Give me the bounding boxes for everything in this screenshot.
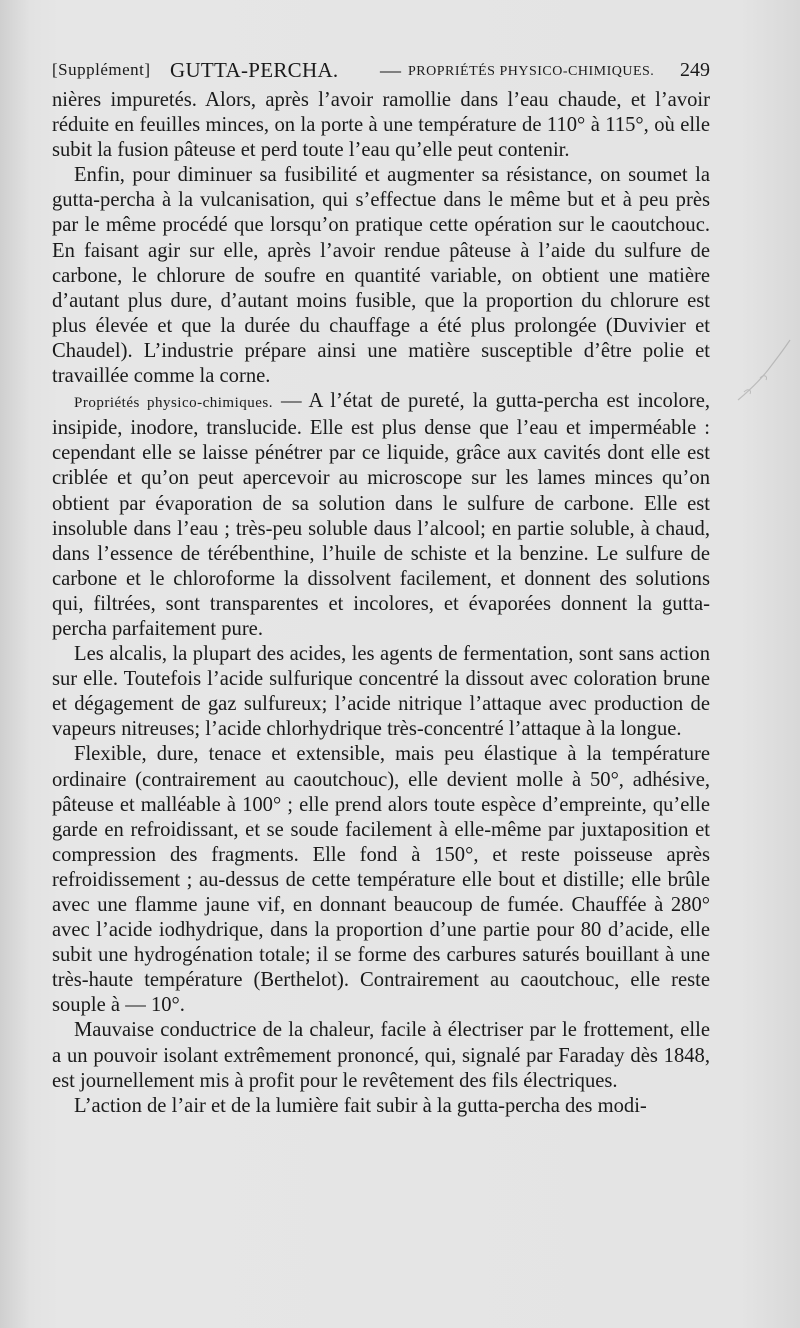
supplement-label: [Supplément] [52, 60, 151, 79]
page-number: 249 [680, 59, 710, 81]
running-header [52, 58, 710, 82]
header-dash: — [380, 58, 401, 82]
pencil-annotation-mark [730, 330, 800, 420]
header-subtitle: PROPRIÉTÉS PHYSICO-CHIMIQUES. [408, 64, 655, 79]
paragraph-3-text: — A l’état de pureté, la gutta-percha est incolore, insipide, inodore, translucide. Elle est plus dense que l’eau et imperméable : cependant elle se laisse pénétrer par ce liquide, grâce aux cavités dont elle est criblée et qu’on peut apercevoir au microscope sur les lames minces qu’on obtient par évaporation de sa solution dans le sulfure de carbone. Elle est insoluble dans l’eau ; très-peu soluble daus l’alcool; en partie soluble, à chaud, dans l’essence de térébenthine, l’huile de schiste et la benzine. Le sulfure de carbone et le chloroforme la dissolvent facilement, et donnent des solutions qui, filtrées, sont transparentes et incolores, et évaporées donnent la gutta-percha parfaitement pure. [52, 390, 711, 640]
paragraph-1: nières impuretés. Alors, après l’avoir ramollie dans l’eau chaude, et l’avoir réduite en feuilles minces, on la porte à une température de 110° à 115°, où elle subit la fusion pâteuse et perd toute l’eau qu’elle peut contenir. [52, 89, 710, 162]
paragraph-3 [52, 389, 710, 642]
paragraph-4: Les alcalis, la plupart des acides, les agents de fermentation, sont sans action sur elle. Toutefois l’acide sulfurique concentré la dissout avec coloration brune et dégagement de gaz sulfureux; l’acide nitrique l’attaque avec production de vapeurs nitreuses; l’acide chlorhydrique très-concentré l’attaque à la longue. [52, 643, 710, 741]
paragraph-7: L’action de l’air et de la lumière fait subir à la gutta-percha des modi- [74, 1094, 647, 1117]
paragraph-2: Enfin, pour diminuer sa fusibilité et augmenter sa résistance, on soumet la gutta-percha à la vulcanisation, qui s’effectue dans le même but et à peu près par le même procédé que lorsqu’on pratique cette opération sur le caoutchouc. En faisant agir sur elle, après l’avoir rendue pâteuse à l’aide du sulfure de carbone, le chlorure de soufre en quantité variable, on obtient une matière d’autant plus dure, d’autant moins fusible, que la proportion du chlorure est plus élevée et que la durée du chauffage a été plus prolongée (Duvivier et Chaudel). L’industrie prépare ainsi une matière susceptible d’être polie et travaillée comme la corne. [52, 164, 710, 388]
header-title: GUTTA-PERCHA. [170, 58, 339, 82]
section-heading: Propriétés physico-chimiques. [74, 395, 274, 412]
body-text [52, 88, 710, 1119]
paragraph-6: Mauvaise conductrice de la chaleur, facile à électriser par le frottement, elle a un pouvoir isolant extrêmement prononcé, qui, signalé par Faraday dès 1848, est journellement mis à profit pour le revêtement des fils électriques. [52, 1019, 710, 1092]
paragraph-5: Flexible, dure, tenace et extensible, mais peu élastique à la température ordinaire (contrairement au caoutchouc), elle devient molle à 50°, adhésive, pâteuse et malléable à 100° ; elle prend alors toute espèce d’empreinte, qu’elle garde en refroidissant, et se soude facilement à elle-même par juxtaposition et compression des fragments. Elle fond à 150°, et reste poisseuse après refroidissement ; au-dessus de cette température elle bout et distille; elle brûle avec une flamme jaune vif, en donnant beaucoup de fumée. Chauffée à 280° avec l’acide iodhydrique, dans la proportion d’une partie pour 80 d’acide, elle subit une hydrogénation totale; il se forme des carbures saturés bouillant à une très-haute température (Berthelot). Contrairement au caoutchouc, elle reste souple à — 10°. [52, 743, 710, 1017]
